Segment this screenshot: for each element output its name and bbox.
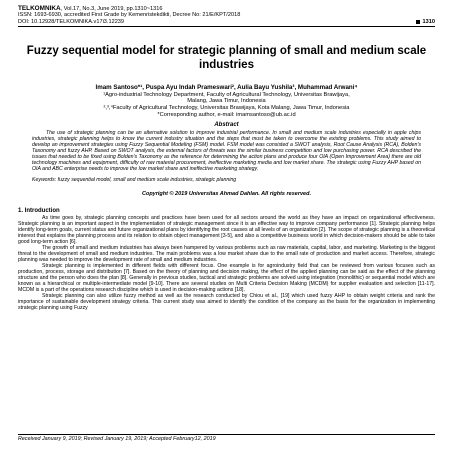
abstract-body: The use of strategic planning can be an alternative solution to improve industrial performance. In small and medium scale industries especially in apple chips industries, strategic planning helps to know the current industry situation and the steps that must be taken to overcome the existing problems. This study aimed to develop an improvement strategies using Fuzzy Sequential Modeling (FSM) model. FSM model was consisted a SWOT analysis, Root Cause Analysis (RCA), Bolden's Taxonomy and fuzzy AHP. Based on SWOT analysis, the external factors of threats was the similar business competition and low purchasing power. RCA described the issues that needed to be fixed using Bolden's Taxonomy as the reference for determining the action plans and produce four OIA (Open Improvement Area) there are old technology machines and equipment, difficulty of raw material procurement, ineffective marketing media and low market share. The strategic using Fuzzy AHP based on OIA and ABC enterprise needs to improve the low market share and ineffective marketing strategy. — [32, 130, 421, 173]
footer-rule — [18, 434, 435, 435]
received-dates: Received January 9, 2019; Revised January 19, 2019; Accepted February12, 2019 — [18, 436, 216, 442]
header-rule — [18, 26, 435, 27]
affiliation-line: ²,³,⁴Faculty of Agricultural Technology, Universitas Brawijaya, Kota Malang, Jawa Timur, Indonesia — [103, 104, 350, 111]
page-number-text: 1310 — [422, 18, 435, 25]
journal-issn: ISSN: 1693-6930, accredited First Grade by Kemenristekdikti, Decree No: 21/E/KPT/2018 — [18, 12, 241, 19]
affiliation-line: Malang, Jawa Timur, Indonesia — [187, 98, 266, 105]
journal-citation: , Vol.17, No.3, June 2019, pp.1310~1316 — [60, 6, 163, 12]
keywords: Keywords: fuzzy sequential model, small and medium scale industries, strategic planning — [32, 177, 237, 184]
affiliations — [18, 92, 435, 118]
journal-doi: DOI: 10.12928/TELKOMNIKA.v17i3.12239 — [18, 18, 125, 25]
copyright-notice: Copyright © 2019 Universitas Ahmad Dahlan. All rights reserved. — [141, 191, 311, 198]
affiliation-line: ¹Agro-industrial Technology Department, Faculty of Agricultural Technology, Universitas Brawijaya, — [103, 91, 350, 98]
journal-name: TELKOMNIKA — [18, 5, 61, 12]
body-paragraph: Strategic planning is implemented in different fields with different focus. One example is for agroindustry field that can be reviewed from various focuses such as production, process, storage and distribution [7]. Based on the theory of planning and decision making, the effect of the applied planning can be said as the effect of the planning structure and the person who does the plan [8]. Generally in previous studies, tactical and strategic problems are solved using integration (monolithic) or sequential model which are known as a hierarchical or multiple-intermediate model [9-10]. There are several studies on Multi Criteria Decision Making (MCDM) for supplier evaluation and selection [11-17]. MCDM is a part of the operations research discipline which is used in decision-making actions [18]. — [18, 263, 435, 294]
section-heading: 1. Introduction — [18, 207, 60, 214]
page-number — [416, 19, 435, 25]
corresponding-author: *Corresponding author, e-mail: imamsantoso@ub.ac.id — [157, 111, 296, 118]
body-paragraph: The growth of small and medium industries has always been hampered by various problems such as raw materials, capital, labor, and marketing. Marketing is the biggest threat to the development of small and medium industries. The main problems was a low market share due to the small rate of production and market access. Therefore, strategic planning was needed to improve the development rate of small and medium industries. — [18, 244, 435, 263]
author-list: Imam Santoso*¹, Puspa Ayu Indah Prameswari², Aulia Bayu Yushila³, Muhammad Arwani⁴ — [95, 84, 358, 92]
journal-header — [18, 6, 435, 25]
body-paragraph: Strategic planning can also utilize fuzzy method as well as the research conducted by Chiou et al., [19] which used fuzzy AHP to obtain weight criteria and rank the importance of sustainable development strategy criteria. This current study was aimed to identify the condition of the company as the basis for the organization in implementing strategic planning using Fuzzy — [18, 293, 435, 312]
paper-title: Fuzzy sequential model for strategic planning of small and medium scale industries — [26, 45, 427, 71]
abstract-section — [32, 122, 421, 172]
square-bullet-icon — [416, 20, 420, 24]
abstract-heading: Abstract — [214, 122, 239, 129]
body-paragraph: As time goes by, strategic planning concepts and practices have been used for all sectors around the world as they have an impact on organizational effectiveness. Strategic planning is an important aspect in the implementation of strategic management since it is an effective way to improve company performance [1]. Strategic planning helps identify long-term goals, current status and future organizational plans by identifying the root causes at all levels of an organization [2]. The scope of strategic planning is a theoretical interest that explains the planning process and its relation to obtain object management [3-5], and also a competitive business world in which decision-makers should be able to take good long-term action [6]. — [18, 214, 435, 245]
